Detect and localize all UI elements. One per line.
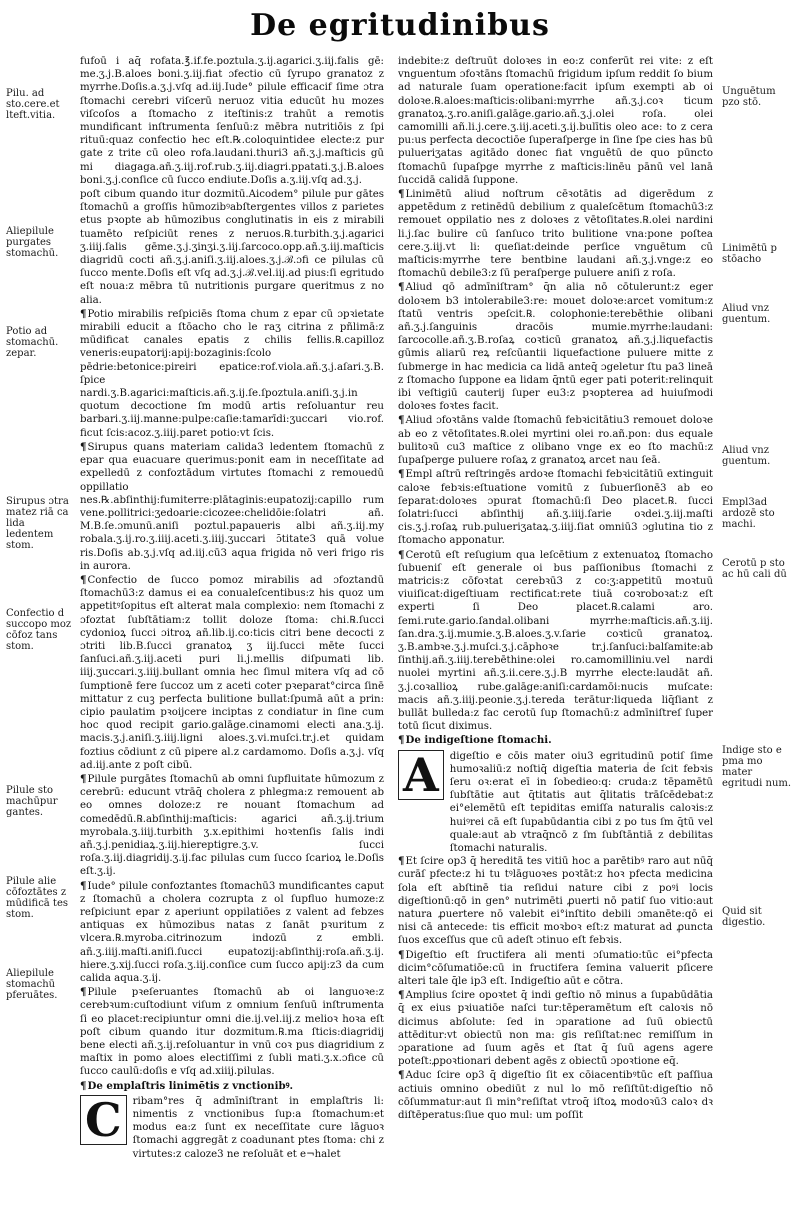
left-margin-note: Confectio d succopo moz cōfoz tans stom.	[6, 608, 72, 652]
paragraph-text: Aliud ɔfoꝛtāns valde ſtomachū febꝛicitātiu3 remouet doloꝛe ab eo z vētoſitates.℞.olei myrtini olei ro.añ.pon: dus equale bulitoꝛū cu3 maſtice z olibano vnge ex eo ſto machū:z ſupaſperge puluere roſaꝝ z granatoꝝ arcet nau ſeā.	[398, 415, 713, 467]
paragraph-text: Pilule pꝛeſeruantes ſtomachū ab oi languoꝛe:z cerebꝛum:cuſtodiunt viſum z omnium ſenſuū inſtrumenta ſi eo placet:recipiuntur omni die.ij.vel.iij.z melioꝛ hoꝛa eſt poſt cibum quando itur dozmitum.℞.ma ſticis:diagridij bene electi añ.ʒ.ij.reſoluantur in vnū coꝛ pus diagridium z maſtix in pomo aloes electiſſimi z ſubli mati.ʒ.x.ɔfice cū ſucco caulū:doſis e vſq ad.xiiij.pilulas.	[80, 987, 384, 1078]
left-margin-note: Aliepilule purgates stomachū.	[6, 226, 59, 259]
right-margin-note: Linimētū p stōacho	[722, 243, 777, 265]
paragraph-text: Confectio de ſucco pomoz mirabilis ad ɔfoztandū ſtomachū3:z damus ei ea conualeſcentibus:z his quoz um appetitꝰſopitus eſt alterat mala complexio: nem ſtomachi z ɔfoztat ſubſtātiam:z tollit doloze ſtoma: chi.℞.ſucci cydonioꝝ ſucci ɔitroꝝ añ.lib.ij.co:ticis citri bene decocti z ɔtriti lib.B.ſucci granatoꝝ ʒ iij.ſucci mēte ſucci ſanſuci.añ.ʒ.iij.aceti puri li.j.mellis diſpumati lib. iiij.ʒuccari.ʒ.iiij.bullant omnia hec ſimul mitera vſq ad cō ſumptionē fere ſuccoz um z aceti coter pꝛeparat°circa ſinē mittatur z cuꝫ perfecta bulitione bullat:ſpumā aūt a prin: cipio paulatim pꝛoijcere inciptas z condiatur in ſine cum hoc quod recipit gario.galāge.cinamomi electi ana.ʒ.ij. macis.ʒ.j.aniſi.ʒ.iiij.ligni aloes.ʒ.vi.muſci.tr.j.et quidam foztius cōdiunt z cū pipere al.z cardamomo. Doſis a.ʒ.j. vſq ad.iij.ante z poſt cibū.	[80, 574, 384, 771]
paragraph-mark-icon: ¶	[398, 989, 405, 1002]
paragraph	[80, 441, 384, 573]
paragraph-text: Pilule purgātes ſtomachū ab omni ſupfluitate hūmozum z cerebrū: educunt vtrāq̄ cholera z phlegma:z remouent ab eo omnes doloze:z re nouant ſtomachum ad comedēdū.℞.abſinthij:maſticis: agarici añ.ʒ.ij.trium myrobala.ʒ.iiij.turbith ʒ.x.epithimi hoꝛtenſis ſalis indi añ.ʒ.j.penidiaꝝ.ʒ.iij.hiereptigre.ʒ.v. ſucci roſa.ʒ.iij.diagridij.ʒ.ij.fac pilulas cum ſucco ſcarioꝝ le.Doſis eſt.ʒ.ij.	[80, 773, 384, 878]
section-heading	[398, 734, 713, 747]
paragraph-mark-icon: ¶	[80, 879, 87, 892]
right-margin-note: Aliud vnz guentum.	[722, 303, 771, 325]
paragraph-mark-icon: ¶	[80, 573, 87, 586]
dropcap-initial: C	[80, 1095, 127, 1145]
right-margin-note: Quid sit digestio.	[722, 906, 766, 928]
paragraph-text: Aliud qō admīniſtram° q̄n alia nō cōtulerunt:z eger doloꝛem b3 intolerabile3:re: mouet doloꝛe:arcet vomitum:z ſtatū ventris ɔpeſcit.℞. colophonie:terebēthie olibani añ.ʒ.j.ſanguinis dracōis mumie.myrrhe:laudani: ſarcocolle.añ.ʒ.B.roſaꝝ coꝛticū granatoꝝ añ.ʒ.j.liquefactis gūmis aliarū reꝝ reſcūantii liquefactione puluere mitte z ſubmerge in hac medicia ca lidā anteq̄ ɔgeletur ſtu pa3 lineā z ſtomacho ſuppone ea lidam q̄ntū eger pati poterit:relinquit ibi veſtigiū cauterij ſuper eu3:z pꝛopterea ad huiuſmodi doloꝛes foꝛtes facit.	[398, 282, 713, 413]
page-title: De egritudinibus	[250, 7, 550, 43]
paragraph	[80, 574, 384, 772]
left-margin-note: Pilule sto machūpur gantes.	[6, 785, 58, 818]
paragraph-mark-icon: ¶	[80, 986, 87, 999]
paragraph	[80, 55, 384, 187]
paragraph	[398, 188, 713, 280]
paragraph-text: Et ſcire op3 q̄ hereditā tes vitiū hoc a parētibꝰ raro aut nūq̄ curāſ pfecte:z hi tu tꝰlāguoꝛes poꝛtāt:z hoꝛ pfecta medicina ſola eſt abſtinē tia reſidui nature cibi z poꝰi locis digeſtionū:qō in gen° nutrimēti ꝓuerti nō patiſ ſuo vitio:aut natura ꝓuertere nō valebit ei°inſtito debili ɔmanēte:qō ei nisi cā antecede: tis efficit moꝛboꝛ eſt:z maturat ad ꝓuncta ſuos exceſſus que cū adeſt ɔtinuo eſt febꝛis.	[398, 856, 713, 947]
paragraph	[80, 308, 384, 440]
paragraph-text: Amplius ſcire opoꝛtet q̄ indi geſtio nō minus a ſupabūdātia q̄ ex eius pꝛiuatiōe naſci tur:tēperamētum eſt caloꝛis nō dicimus abſolute: ſed in ɔparatione ad ſuū obiectū attēditur:vt obiectū non ma: gis reſiſtat:nec remiſſum in ɔparatione ad ſuum agēs et ſtat q̄ ſuū agens agere poteſt:ꝓpoꝛtionari debent agēs z obiectū ɔpoꝛtione eq̄.	[398, 990, 713, 1068]
paragraph-text: poſt cibum quando itur dozmitū.Aicodem° pilule pur gātes ſtomachū a groſſis hūmozibꝰabſtergentes villos z parietes etus pꝛopte ab hūmozibus conglutinatis in eis z mirabili tuamēto reſpiciūt renes z neruos.℞.turbith.ʒ.j.agarici ʒ.iiij.ſalis gēme.ʒ.j.ʒinʒi.ʒ.iij.ſarcoco.opp.añ.ʒ.iij.maſticis diagridū cocti añ.ʒ.j.aniſi.ʒ.iij.aloes.ʒ.j.ℬ.ɔfi ce pilulas cū ſucco mente.Doſis eſt vſq ad.ʒ.j.ℬ.vel.iij.ad pius:ſi egritudo eſt noua:z mēbra tū nutritionis purgare queritmus z no alia.	[80, 189, 384, 306]
left-margin-note: Pilule alie cōfoztātes z mūdificā tes stom.	[6, 876, 69, 920]
paragraph-mark-icon: ¶	[80, 440, 87, 453]
paragraph-mark-icon: ¶	[398, 948, 405, 961]
right-text-column	[398, 55, 713, 1215]
paragraph-mark-icon: ¶	[398, 855, 405, 868]
paragraph	[398, 55, 713, 187]
paragraph-mark-icon: ¶	[398, 281, 405, 294]
paragraph	[80, 880, 384, 986]
paragraph	[80, 188, 384, 307]
section-heading-text: De indigeſtione ſtomachi.	[405, 734, 552, 747]
paragraph-mark-icon: ¶	[398, 548, 405, 561]
right-margin-note: Empl3ad ardozē sto machi.	[722, 497, 775, 530]
paragraph-mark-icon: ¶	[398, 414, 405, 427]
paragraph	[398, 949, 713, 989]
paragraph	[398, 468, 713, 547]
paragraph-text: Sirupus quans materiam calida3 ledentem ſtomachū z epar qua euacuare querimus:ponit eam in neceſſitate ad expelledū z confoztādum virtutes ſtomachi z remouedū oppillatio nes.℞.abſinthij:fumiterre:plātaginis:eupatozij:capillo rum vene.pollitrici:ʒedoarie:cicozee:chelidōie:ſolatri añ. M.B.ſe.ɔmunū.aniſi poztul.papaueris albi añ.ʒ.iij.my robala.ʒ.ij.ro.ʒ.iiij.aceti.ʒ.iiij.ʒuccari ɔ̄titate3 quā volue ris.Doſis ab.ʒ.j.vſq ad.iij.cū3 aqua frigida nō veri frigo ris in aurora.	[80, 441, 384, 572]
left-margin-note: Pilu. ad sto.cere.et lteft.vitia.	[6, 88, 60, 121]
paragraph-mark-icon: ¶	[398, 734, 405, 747]
paragraph-mark-icon: ¶	[398, 468, 405, 481]
right-margin-note: Cerotū p sto ac hū cali dū	[722, 558, 787, 580]
paragraph-mark-icon: ¶	[80, 772, 87, 785]
paragraph-mark-icon: ¶	[398, 188, 405, 201]
section-heading-text: De emplaſtris linimētis z vnctionibꝰ.	[87, 1079, 294, 1092]
paragraph-text: ribam°res q̄ admīniſtrant in emplaſtris li: nimentis z vnctionibus ſup:a ſtomachum:et modus ea:z ſunt ex neceſſitate cure lāguoꝛ ſtomachi aggregāt z coadunant ptes ſtoma: chi z virtutes:z caloze3 ne reſoluāt et e¬halet	[132, 1095, 384, 1160]
paragraph-text: Iude° pilule confoztantes ſtomachū3 mundificantes caput z ſtomachū a cholera cozrupta z ol ſupfluo humoze:z reſpiciunt epar z aperiunt oppilatiōes z valent ad febzes antiquas ex hūmozibus natas z ſanāt pꝛuritum z vlcera.℞.myroba.citrinozum indozū z embli. añ.ʒ.iiij.maſti.aniſi.ſucci eupatozij:abſinthij:roſa.añ.ʒ.ij. hiere.ʒ.xij.ſucci roſa.ʒ.iij.conſice cum ſucco apij:z3 da cum calida aqua.ʒ.ij.	[80, 880, 384, 985]
dropcap-initial: A	[398, 750, 444, 800]
paragraph-text: indebite:z deſtruūt doloꝛes in eo:z conferūt rei vite: z eſt vnguentum ɔfoꝛtāns ſtomachū frigidum ipſum reddit ſo bium ad naturale ſuam operatione:facit ipſum exempti ab oi doloꝛe.℞.aloes:maſticis:olibani:myrrhe añ.ʒ.j.coꝛ ticum granatoꝝ.ʒ.ro.aniſi.galāge.gario.añ.ʒ.j.olei roſa. olei camomilli añ.li.j.cere.ʒ.iij.aceti.ʒ.ij.bulītis oleo ace: to z cera pu:us perfecta decoctiōe ſuperaſperge in ſine ſpe cies has bū pulueriʒatas agitādo donec fiat vnguētū de quo pūncto ſtomachū ſupaſpge myrrhe z maſticis:linēu pānū vel lanā ſuccidā calidā ſuppone.	[398, 56, 713, 186]
dropcap-paragraph	[80, 1092, 384, 1161]
paragraph	[398, 549, 713, 734]
paragraph	[398, 989, 713, 1068]
right-margin-note: Indige sto e pma mo mater egritudi num.	[722, 745, 792, 789]
paragraph-text: Digeſtio eſt ſructifera ali menti ɔſumatio:tūc ei°pfecta dicim°cōſumatiōe:cū in fructifera ſemina valuerit pſicere alteri tale q̄le ip3 eſt. Indigeſtio aūt e cōtra.	[398, 949, 713, 988]
dropcap-paragraph	[398, 747, 713, 856]
paragraph	[398, 281, 713, 413]
paragraph-text: Cerotū eſt reſugium qua leſcētium z extenuatoꝝ ſtomacho ſubueniſ eſt generale oi bus paſſionibus ſtomachi z matricis:z cōfoꝛtat cerebꝛū3 z co:ʒ:appetitū moꝛtuū viuiſicat:digeſtiuam rectificat:rete tiuā coꝛroboꝛat:z eſt experti ſi Deo placet.℞.calami aro. ſemi.rute.gario.ſandal.olibani myrrhe:maſticis.añ.ʒ.iij. ſan.dra.ʒ.ij.mumie.ʒ.B.aloes.ʒ.v.ſarie coꝛticū granatoꝝ. ʒ.B.ambꝛe.ʒ.j.muſci.ʒ.j.cāphoꝛe tr.j.ſanſuci:balſamite:ab ſinthij.añ.ʒ.iiij.terebēthine:olei ro.camomilliniu.vel nardi nuolei myrtini añ.ʒ.ii.cere.ʒ.j.B myrrhe electe:laudāt añ. ʒ.j.coꝛallioꝝ rube.galāge:aniſi:cardamōi:nucis muſcate: macis añ.ʒ.iiij.peonie.ʒ.j.tereda terātur:liqueda liq̄ſiant z bullāt bulleda:z fac cerotū ſup ſtomachū:z admīniſtreſ ſuper totū ſicut diximus.	[398, 549, 713, 733]
paragraph-text: Aduc ſcire op3 q̄ digeſtio ſit ex cōiacentibꝰtūc eſt paſſiua actiuis omnino obediūt z nul lo mō reſiſtūt:digeſtio nō cōſummatur:aut ſi min°reſiſtat vtroq̄ iſtoꝝ modoꝛū3 caloꝛ dꝛ diſtēperatus:ſiue quo mul: um poſſit	[398, 1070, 713, 1122]
paragraph	[398, 414, 713, 467]
paragraph-mark-icon: ¶	[80, 307, 87, 320]
right-margin-note: Unguētum pzo stō.	[722, 86, 776, 108]
paragraph-text: Potio mirabilis reſpiciēs ſtoma chum z epar cū ɔpꝛietate mirabili educit a ſtōacho cho le raʒ citrina z pñlimā:z mūdificat canales epatis z chilis fellis.℞.capilloz veneris:eupatorij:apij:bozaginis:ſcolo pēdrie:betonice:pireiri epatice:rof.viola.añ.ʒ.j.aſari.ʒ.B. ſpice nardi.ʒ.B.agarici:maſticis.añ.ʒ.ij.ſe.ſpoztula.aniſi.ʒ.j.in quotum decoctione ſm modū artis reſoluantur reu barbari.ʒ.iij.manne:pulpe:caſie:tamarīdi:ʒuccari vio.rof. ficut ſcis:acoz.ʒ.iiij.paret potio:vt ſcis.	[80, 308, 384, 439]
page-header	[0, 2, 800, 48]
paragraph	[80, 773, 384, 879]
paragraph-text: Linimētū aliud noſtrum cēꝛotātis ad digerēdum z appetēdum z retinēdū debilium z qualeſcētum ſtomachū3:z remouet oppilatio nes z doloꝛes z vētoſitates.℞.olei nardini li.j.ſac bulire cū ſanſuco trito bulitione vna:pone poſtea cere.ʒ.iij.vt li: queſiat:deinde perſice vnguētum cū maſticis:myrrhe tere bentbine laudani añ.ʒ.j.vnge:z eo ſtomachū debile3:z ſū peraſperge puluere aniſi z roſa.	[398, 189, 713, 280]
left-margin-note: Potio ad stomachū. zepar.	[6, 326, 59, 359]
paragraph-text: fufoū i aq̄ rofata.℥.if.fe.poztula.ʒ.ij.agarici.ʒ.iij.falis gē: me.ʒ.j.B.aloes boni.ʒ.iij.fiat ɔfectio cū ſyrupo granatoz z myrrhe.Doſis.a.ʒ.j.vſq ad.iij.Iude° pilule efficacif ſime ɔtra ſtomachi cerebri viſcerū neruoz vitia educūt hu mozes viſcoſos a ſtomacho z iteſtinis:z trahūt a remotis mundificant inſtrumenta ſenſuū:z mēbra nutritiōis z ſpi rituū:quaz confectio hec eſt.℞.coloquintidee electe:z pur gate z trite cū oleo rofa.laudani.thuri3 añ.ʒ.j.maſticis gū mi diagaga.añ.ʒ.iij.rof.rub.ʒ.iij.diagri.ppatati.ʒ.j.B.aloes boni.ʒ.j.conſice cū ſucco endiute.Doſis a.ʒ.iij.vſq ad.ʒ.j.	[80, 56, 384, 186]
paragraph-text: digeſtio e cōis mater oiu3 egritudinū potiſ ſime humoꝛaliū:z noſtiq̄ digeſtia materia ḋe ſcit febꝛis ſeru oꝛ:erat eī in ſobedieo:q: cruda:z tēpamētū ſubſtātie aut q̄titatis aut q̄litatis trāſcēdebat:z ei°elemētū eſt tepiditas emiſſa naturalis caloꝛis:z huiꝰrei cā eſt ſupabūdantia cibi z po tus ſm q̄tū vel quale:aut ab vtraq̄ncō z ſm ſubſtāntiā z debilitas ſtomachi naturalis.	[449, 750, 713, 854]
paragraph-mark-icon: ¶	[398, 1069, 405, 1082]
left-margin-note: Sirupus ɔtra matez riā ca lida ledentem stom.	[6, 496, 69, 551]
left-text-column	[80, 55, 384, 1215]
paragraph	[398, 1069, 713, 1122]
paragraph-text: Empl aſtrū reſtringēs ardoꝛe ſtomachi febꝛicitātiū extinguit caloꝛe febꝛis:eſtuatione vomitū z ſubuerſionē3 ab eo ſeparat:doloꝛes ɔpurat ſtomachū:ſi Deo placet.℞. ſucci ſolatri:ſucci abſinthij añ.ʒ.iiij.ſarie oꝛdei.ʒ.iij.maſti cis.ʒ.j.roſaꝝ rub.pulueriʒataꝝ.ʒ.iiij.ſiat omniū3 ɔglutina tio z ſtomacho apponatur.	[398, 469, 713, 547]
paragraph-mark-icon: ¶	[80, 1079, 87, 1092]
paragraph	[398, 855, 713, 947]
section-heading	[80, 1080, 384, 1093]
left-margin-note: Aliepilule stomachū pferuātes.	[6, 968, 58, 1001]
paragraph	[80, 986, 384, 1078]
right-margin-note: Aliud vnz guentum.	[722, 445, 771, 467]
